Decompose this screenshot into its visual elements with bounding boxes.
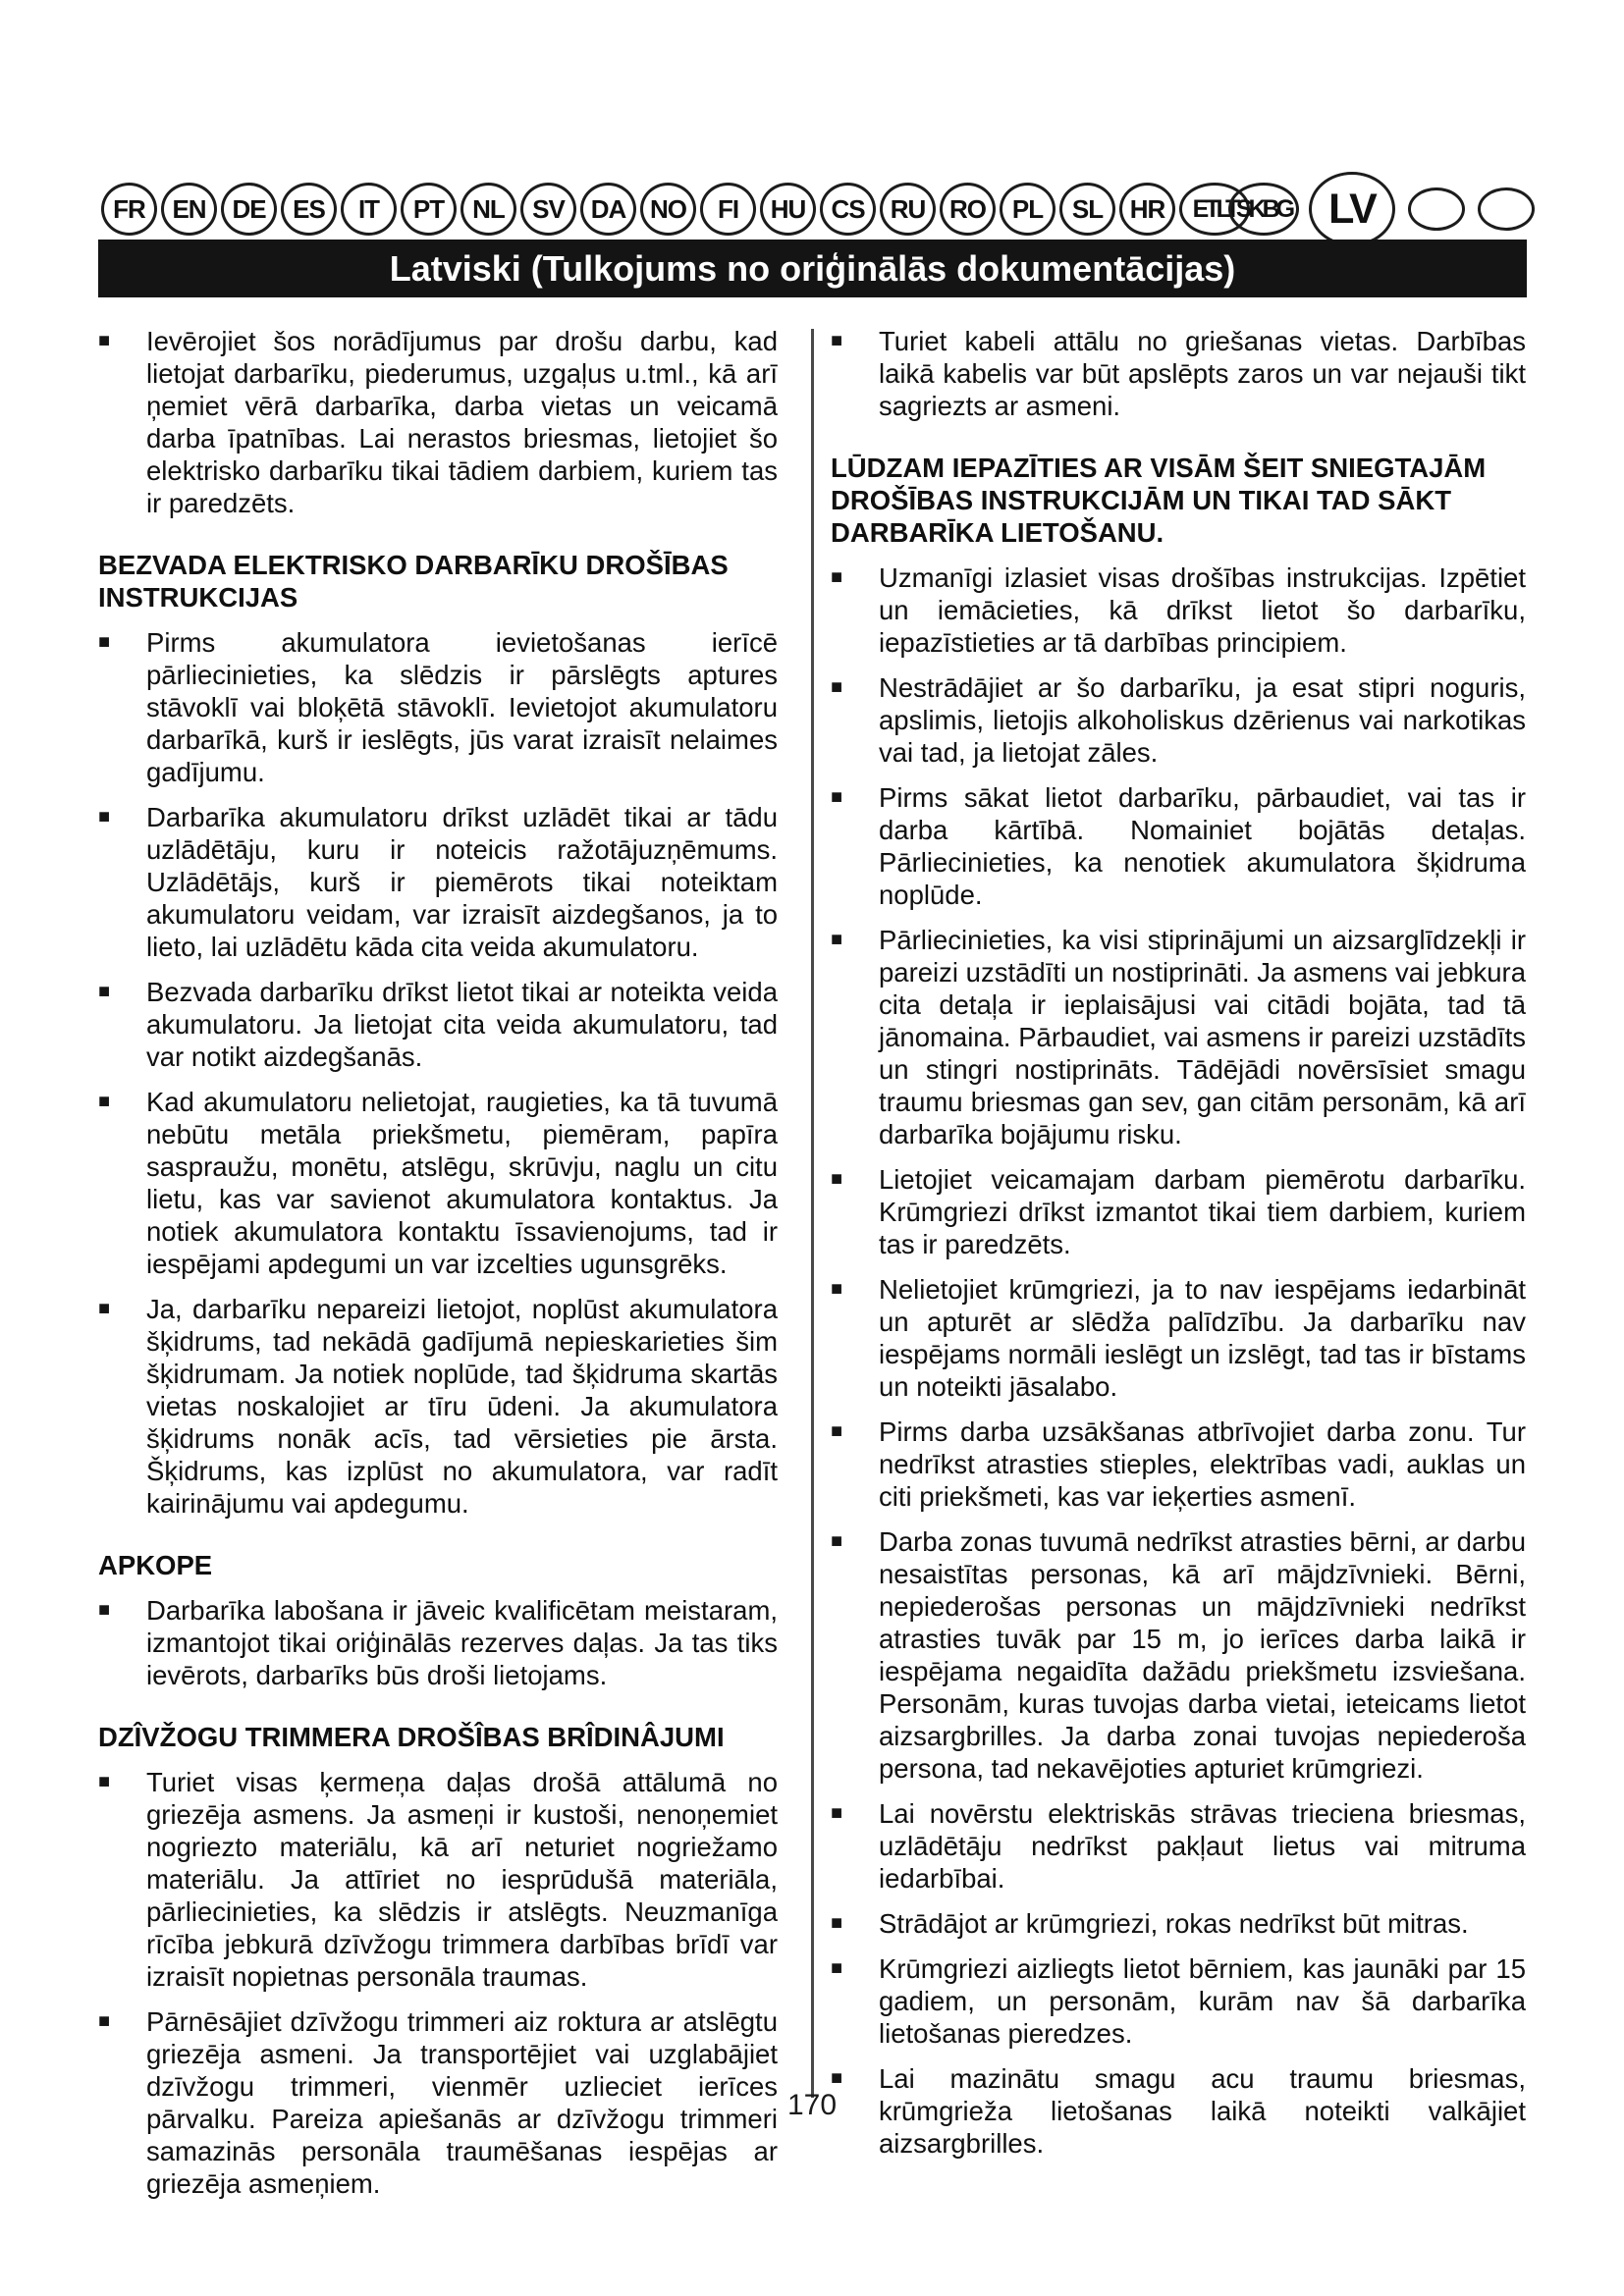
language-code-label: FI — [717, 193, 739, 224]
square-bullet-icon: ■ — [98, 330, 111, 351]
language-code-label: EN — [172, 193, 206, 224]
language-badge-skbg — [1228, 183, 1299, 236]
list-item — [98, 1766, 778, 1993]
list-item-text: Bezvada darbarīku drīkst lietot tikai ar noteikta veida akumulatoru. Ja lietojat cita veida akumulatoru, tad var notikt aizdegšanās. — [146, 977, 778, 1072]
right-column — [831, 325, 1526, 2160]
language-code-label: SL — [1071, 193, 1104, 224]
language-code-label: DA — [590, 193, 626, 224]
language-badge-empty — [1408, 187, 1465, 231]
list-item-text: Uzmanīgi izlasiet visas drošības instrukcijas. Izpētiet un iemācieties, kā drīkst lietot šo darbarīku, iepazīstieties ar tā darbības principiem. — [879, 562, 1526, 658]
language-code-label: RU — [890, 193, 926, 224]
language-badge-fr — [101, 183, 157, 236]
square-bullet-icon: ■ — [98, 1298, 111, 1319]
language-code-label: SKBG — [1235, 194, 1292, 223]
square-bullet-icon: ■ — [831, 1802, 843, 1824]
list-item-text: Krūmgriezi aizliegts lietot bērniem, kas jaunāki par 15 gadiem, un personām, kurām nav šā darbarīka lietošanas pieredzes. — [879, 1953, 1526, 2049]
list-item — [831, 1415, 1526, 1513]
language-code-label: ES — [293, 193, 325, 224]
square-bullet-icon: ■ — [831, 1168, 843, 1190]
left-column — [98, 325, 778, 2200]
language-badge-cs — [820, 183, 876, 236]
square-bullet-icon: ■ — [831, 1278, 843, 1300]
page-title: Latviski (Tulkojums no oriģinālās dokumentācijas) — [389, 247, 1236, 289]
list-item — [98, 1594, 778, 1691]
section-heading: DZÎVŽOGU TRIMMERA DROŠÎBAS BRÎDINÂJUMI — [98, 1722, 725, 1752]
list-item-text: Strādājot ar krūmgriezi, rokas nedrīkst būt mitras. — [879, 1908, 1469, 1939]
square-bullet-icon: ■ — [831, 786, 843, 808]
language-code-label: FR — [113, 193, 145, 224]
page-number: 170 — [786, 2089, 838, 2121]
language-badge-fi — [700, 183, 756, 236]
square-bullet-icon: ■ — [98, 1091, 111, 1112]
list-item — [98, 1086, 778, 1280]
square-bullet-icon: ■ — [98, 1599, 111, 1621]
list-item-text: Pirms darba uzsākšanas atbrīvojiet darba zonu. Tur nedrīkst atrasties stieples, elektrības vadi, auklas un citi priekšmeti, kas var ieķerties asmenī. — [879, 1416, 1526, 1512]
language-code-label: RO — [949, 193, 986, 224]
list-item — [831, 325, 1526, 422]
language-badge-hr — [1119, 183, 1175, 236]
language-badge-active — [1309, 172, 1395, 246]
list-item — [831, 1163, 1526, 1260]
language-code-label: CS — [831, 193, 865, 224]
square-bullet-icon: ■ — [831, 1530, 843, 1552]
language-badge-pl — [1000, 183, 1056, 236]
square-bullet-icon: ■ — [98, 631, 111, 653]
list-item-text: Kad akumulatoru nelietojat, raugieties, ka tā tuvumā nebūtu metāla priekšmetu, piemēram, papīra saspraužu, monētu, atslēgu, skrūvju, naglu un citu lietu, kas var savienot akumulatora kontaktus. Ja notiek akumulatora kontaktu īssavienojums, tad ir iespējami apdegumi un var izcelties ugunsgrēks. — [146, 1087, 778, 1279]
language-bar — [101, 171, 1526, 247]
square-bullet-icon: ■ — [831, 929, 843, 950]
square-bullet-icon: ■ — [831, 676, 843, 698]
square-bullet-icon: ■ — [831, 2067, 843, 2089]
list-item — [98, 801, 778, 963]
list-item-text: Lietojiet veicamajam darbam piemērotu darbarīku. Krūmgriezi drīkst izmantot tikai tiem darbiem, kuriem tas ir paredzēts. — [879, 1164, 1526, 1259]
language-badge-empty — [1478, 187, 1535, 231]
list-item — [98, 1293, 778, 1520]
list-item — [831, 561, 1526, 659]
page-title-bar — [98, 240, 1527, 297]
square-bullet-icon: ■ — [831, 566, 843, 588]
square-bullet-icon: ■ — [98, 806, 111, 828]
language-badge-hu — [760, 183, 816, 236]
square-bullet-icon: ■ — [98, 1771, 111, 1792]
language-badge-nl — [460, 183, 516, 236]
list-item-text: Pārliecinieties, ka visi stiprinājumi un aizsarglīdzekļi ir pareizi uzstādīti un nostiprināti. Ja asmens vai jebkura cita detaļa ir ieplaisājusi vai citādi bojāta, tad tā jānomaina. Pārbaudiet, vai asmens ir pareizi uzstādīts un stingri nostiprināts. Tādējādi novērsīsiet smagu traumu briesmas gan sev, gan citām personām, kā arī darbarīka bojājumu risku. — [879, 925, 1526, 1149]
language-badge-no — [640, 183, 696, 236]
language-badge-en — [161, 183, 217, 236]
language-code-label: PL — [1011, 193, 1044, 224]
list-item-text: Pirms akumulatora ievietošanas ierīcē pārliecinieties, ka slēdzis ir pārslēgts aptures stāvoklī vai bloķētā stāvoklī. Ievietojot akumulatoru darbarīkā, kurš ir ieslēgts, jūs varat izraisīt nelaimes gadījumu. — [146, 627, 778, 787]
square-bullet-icon: ■ — [98, 981, 111, 1002]
list-item — [831, 671, 1526, 769]
list-item — [831, 924, 1526, 1150]
language-badge-sv — [520, 183, 576, 236]
language-badge-it — [341, 183, 397, 236]
section-heading: LŪDZAM IEPAZĪTIES AR VISĀM ŠEIT SNIEGTAJĀM DROŠĪBAS INSTRUKCIJĀM UN TIKAI TAD SĀKT DARBARĪKA LIETOŠANU. — [831, 453, 1487, 548]
language-code-label: LV — [1328, 185, 1376, 233]
list-item-text: Ievērojiet šos norādījumus par drošu darbu, kad lietojat darbarīku, piederumus, uzgaļus u.tml., kā arī ņemiet vērā darbarīka, darba vietas un veicamā darba īpatnības. Lai nerastos briesmas, lietojiet šo elektrisko darbarīku tikai tādiem darbiem, kuriem tas ir paredzēts. — [146, 326, 778, 518]
list-item — [831, 1797, 1526, 1895]
language-badge-pt — [401, 183, 457, 236]
list-item-text: Nestrādājiet ar šo darbarīku, ja esat stipri noguris, apslimis, lietojis alkoholiskus dzērienus vai narkotikas vai tad, ja lietojat zāles. — [879, 672, 1526, 768]
list-item — [831, 1907, 1526, 1940]
language-code-label: NL — [472, 193, 505, 224]
list-item-text: Lai novērstu elektriskās strāvas trieciena briesmas, uzlādētāju nedrīkst pakļaut lietus vai mitruma iedarbībai. — [879, 1798, 1526, 1894]
square-bullet-icon: ■ — [831, 330, 843, 351]
list-item-text: Darbarīka akumulatoru drīkst uzlādēt tikai ar tādu uzlādētāju, kuru ir noteicis ražotājuzņēmums. Uzlādētājs, kurš ir piemērots tikai noteiktam akumulatoru veidam, var izraisīt aizdegšanos, ja to lieto, lai uzlādētu kāda cita veida akumulatoru. — [146, 802, 778, 962]
language-badge-de — [221, 183, 277, 236]
language-badge-es — [281, 183, 337, 236]
square-bullet-icon: ■ — [831, 1420, 843, 1442]
language-badge-da — [580, 183, 636, 236]
language-badge-ro — [940, 183, 996, 236]
list-item — [98, 976, 778, 1073]
list-item-text: Ja, darbarīku nepareizi lietojot, noplūst akumulatora šķidrums, tad nekādā gadījumā nepieskarieties šim šķidrumam. Ja notiek noplūde, tad šķidruma skartās vietas noskalojiet ar tīru ūdeni. Ja akumulatora šķidrums nonāk acīs, tad vērsieties pie ārsta. Šķidrums, kas izplūst no akumulatora, var radīt kairinājumu vai apdegumu. — [146, 1294, 778, 1519]
section-heading: APKOPE — [98, 1550, 213, 1580]
list-item-text: Pārnēsājiet dzīvžogu trimmeri aiz roktura ar atslēgtu griezēja asmeni. Ja transportējiet vai uzglabājiet dzīvžogu trimmeri, vienmēr uzlieciet ierīces pārvalku. Pareiza apiešanās ar dzīvžogu trimmeri samazinās personāla traumēšanas iespējas ar griezēja asmeņiem. — [146, 2006, 778, 2199]
language-code-label: PT — [412, 193, 445, 224]
list-item — [831, 1273, 1526, 1403]
list-item-text: Turiet kabeli attālu no griešanas vietas. Darbības laikā kabelis var būt apslēpts zaros un var nejauši tikt sagriezts ar asmeni. — [879, 326, 1526, 421]
section-heading: BEZVADA ELEKTRISKO DARBARĪKU DROŠĪBAS INSTRUKCIJAS — [98, 550, 729, 613]
language-code-label: HU — [770, 193, 806, 224]
language-code-label: IT — [357, 193, 380, 224]
list-item-text: Turiet visas ķermeņa daļas drošā attālumā no griezēja asmens. Ja asmeņi ir kustoši, nenoņemiet nogriezto materiālu, kā arī neturiet nogriežamo materiālu. Ja attīriet no iesprūdušā materiāla, pārliecinieties, ka slēdzis ir atslēgts. Neuzmanīga rīcība jebkurā dzīvžogu trimmera darbības brīdī var izraisīt nopietnas personāla traumas. — [146, 1767, 778, 1992]
list-item — [831, 781, 1526, 911]
list-item-text: Lai mazinātu smagu acu traumu briesmas, krūmgrieža lietošanas laikā noteikti valkājiet aizsargbrilles. — [879, 2063, 1526, 2159]
square-bullet-icon: ■ — [831, 1912, 843, 1934]
language-badge-ru — [880, 183, 936, 236]
list-item-text: Pirms sākat lietot darbarīku, pārbaudiet, vai tas ir darba kārtībā. Nomainiet bojātās detaļas. Pārliecinieties, ka nenotiek akumulatora šķidruma noplūde. — [879, 782, 1526, 910]
language-code-label: HR — [1129, 193, 1165, 224]
language-code-label: NO — [650, 193, 686, 224]
list-item — [98, 325, 778, 519]
list-item — [831, 1525, 1526, 1785]
language-badge-sl — [1059, 183, 1115, 236]
language-code-label: ETLT — [1192, 194, 1237, 223]
list-item-text: Darba zonas tuvumā nedrīkst atrasties bērni, ar darbu nesaistītas personas, kā arī mājdzīvnieki. Bērni, nepiederošas personas un mājdzīvnieki nedrīkst atrasties tuvāk par 15 m, jo ierīces darba laikā ir iespējama negaidīta dažādu priekšmetu izsviešana. Personām, kuras tuvojas darba vietai, ieteicams lietot aizsargbrilles. Ja darba zonai tuvojas nepiederoša persona, tad nekavējoties apturiet krūmgriezi. — [879, 1526, 1526, 1784]
language-code-label: SV — [532, 193, 565, 224]
list-item-text: Darbarīka labošana ir jāveic kvalificētam meistaram, izmantojot tikai oriģinālās rezerves daļas. Ja tas tiks ievērots, darbarīks būs droši lietojams. — [146, 1595, 778, 1690]
column-divider — [811, 329, 814, 2098]
list-item-text: Nelietojiet krūmgriezi, ja to nav iespējams iedarbināt un apturēt ar slēdža palīdzību. Ja darbarīku nav iespējams normāli ieslēgt un izslēgt, tad tas ir bīstams un noteikti jāsalabo. — [879, 1274, 1526, 1402]
list-item — [831, 1952, 1526, 2050]
square-bullet-icon: ■ — [98, 2010, 111, 2032]
list-item — [98, 626, 778, 788]
language-code-label: DE — [232, 193, 266, 224]
square-bullet-icon: ■ — [831, 1957, 843, 1979]
